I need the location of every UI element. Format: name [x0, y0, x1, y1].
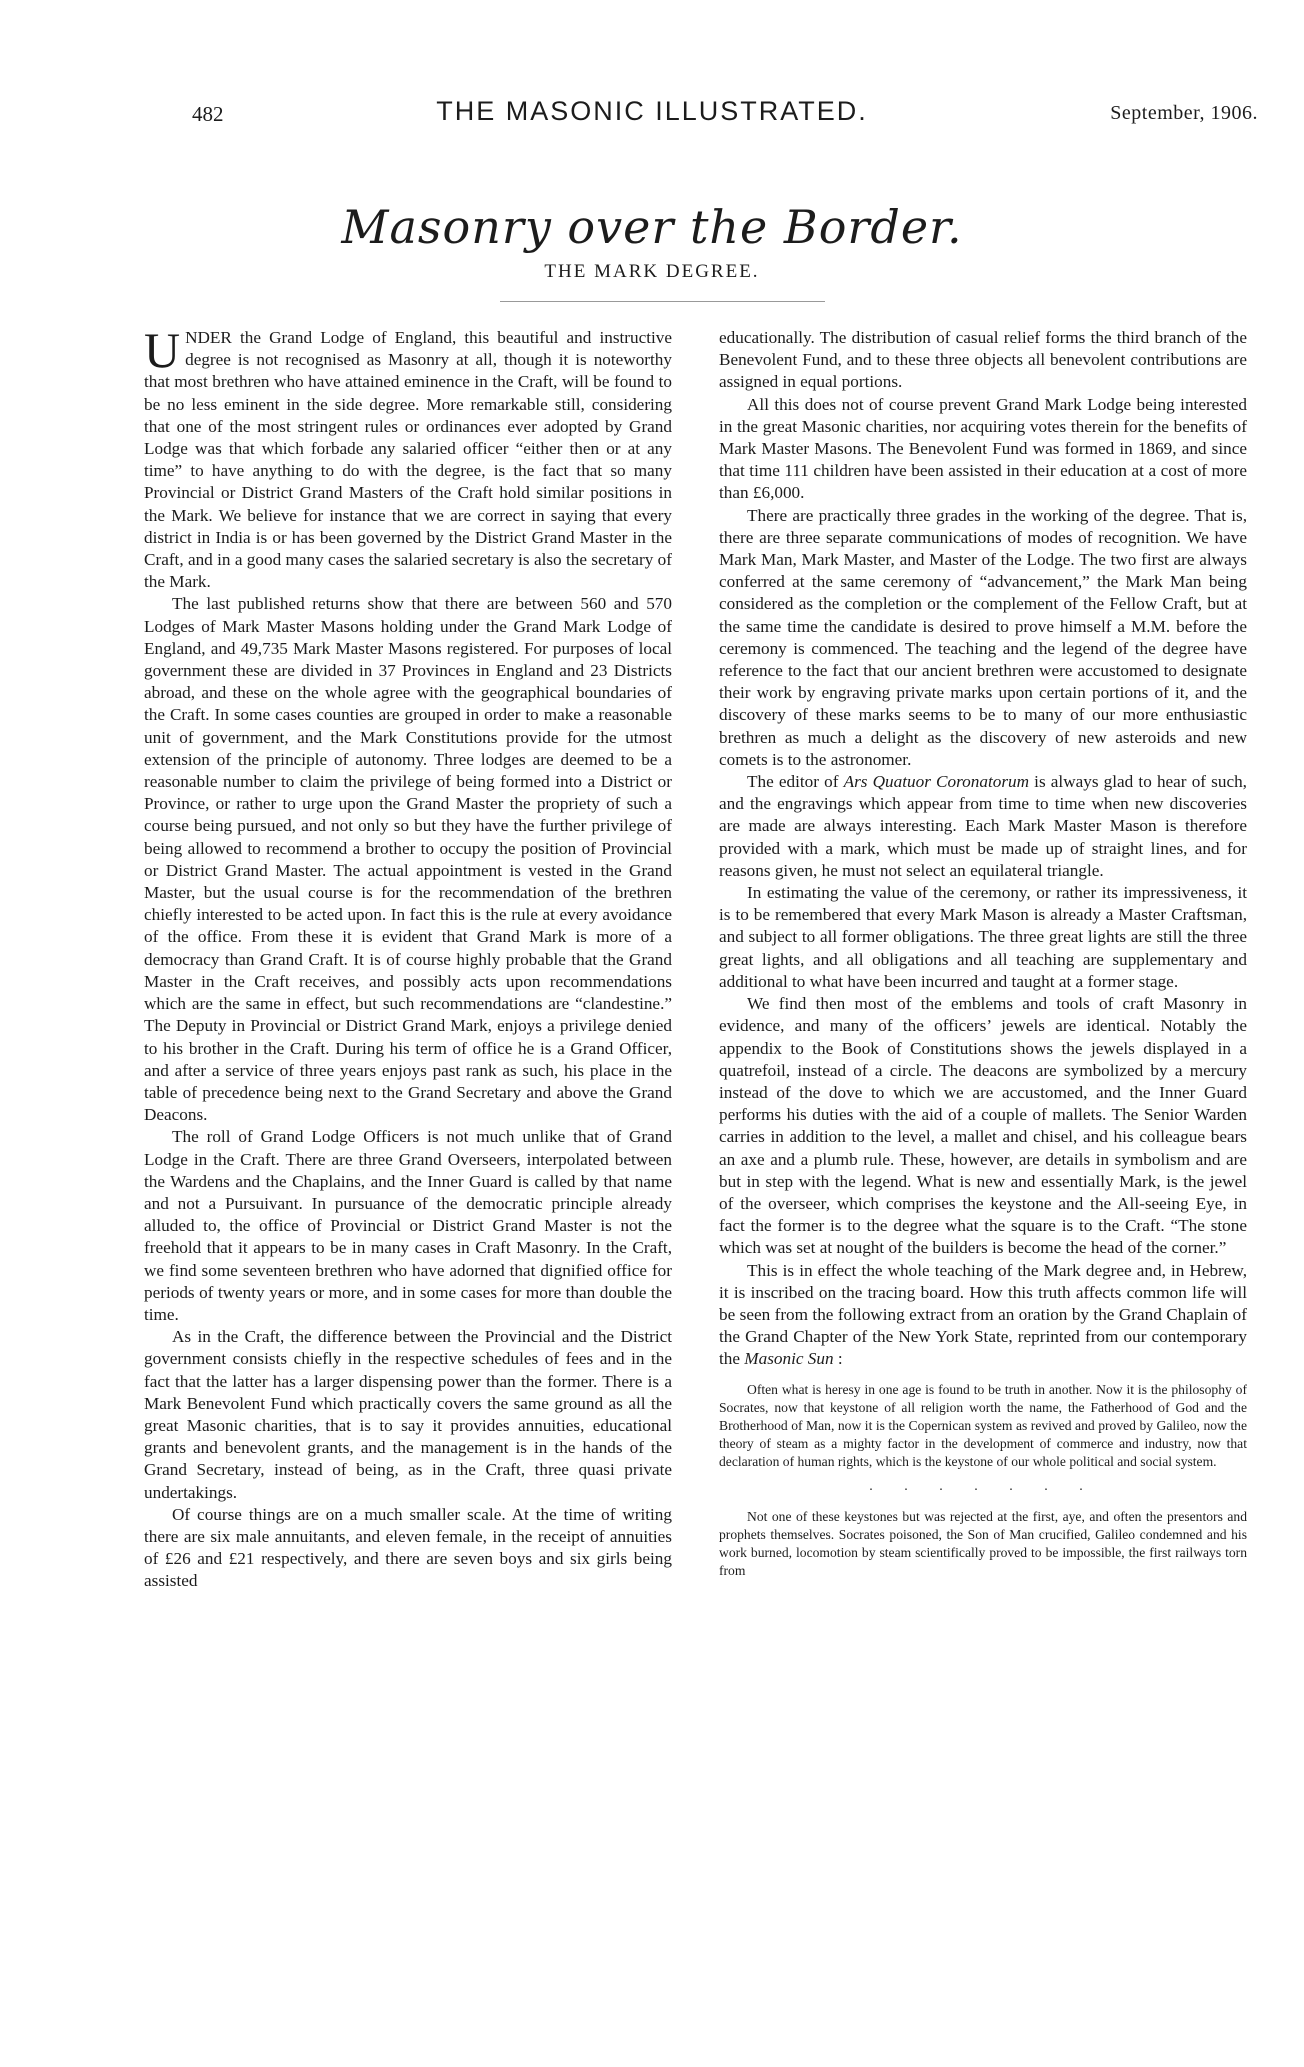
- journal-title: Masonic Sun: [744, 1349, 834, 1369]
- paragraph: There are practically three grades in the working of the degree. That is, there are three separate communications of modes of recognition. We have Mark Man, Mark Master, and Master of the Lodge. The two first are always conferred at the same ceremony of “advancement,” the Mark Man being considered as the completion or the complement of the Fellow Craft, but at the same time the candidate is desired to prove himself a M.M. before the ceremony is commenced. The teaching and the legend of the degree have reference to the fact that our ancient brethren were accustomed to designate their work by engraving private marks upon certain portions of it, and the discovery of these marks seems to be to many of our more enthusiastic brethren as much a delight as the discovery of new asteroids and new comets is to the astronomer.: [719, 505, 1247, 769]
- article-subtitle: THE MARK DEGREE.: [544, 261, 760, 282]
- paragraph: The roll of Grand Lodge Officers is not much unlike that of Grand Lodge in the Craft. There are three Grand Overseers, interpolated between the Wardens and the Chaplains, and the Inner Guard is called by that name and not a Pursuivant. In pursuance of the democratic principle already alluded to, the office of Provincial or District Grand Master is not the freehold that it appears to be in many cases in Craft Masonry. In the Craft, we find some seventeen brethren who have adorned that dignified office for periods of twenty years or more, and in some cases for more than double the time.: [144, 1127, 672, 1324]
- paragraph: We find then most of the emblems and tools of craft Masonry in evidence, and many of the officers’ jewels are identical. Notably the appendix to the Book of Constitutions shows the jewels displayed in a quatrefoil, instead of a circle. The deacons are symbolized by a mercury instead of the dove to which we are accustomed, and the Inner Guard performs his duties with the aid of a couple of mallets. The Senior Warden carries in addition to the level, a mallet and chisel, and his colleague bears an axe and a plumb rule. These, however, are details in symbolism and are but in step with the legend. What is new and essentially Mark, is the jewel of the overseer, which comprises the keystone and the All-seeing Eye, in fact the former is to the degree what the square is to the Craft. “The stone which was set at nought of the builders is become the head of the corner.”: [719, 994, 1247, 1258]
- paragraph-text: is always glad to hear of such, and the engravings which appear from time to time when new discoveries are made are always interesting. Each Mark Master Mason is therefore provided with a mark, which must be made up of straight lines, and for reasons given, he must not select an equilateral triangle.: [719, 772, 1247, 880]
- drop-cap: U: [144, 327, 181, 378]
- running-title: THE MASONIC ILLUSTRATED.: [436, 96, 868, 126]
- paragraph: All this does not of course prevent Grand Mark Lodge being interested in the great Masonic charities, nor acquiring votes therein for the benefits of Mark Master Masons. The Benevolent Fund was formed in 1869, and since that time 111 children have been assisted in their education at a cost of more than £6,000.: [719, 394, 1247, 503]
- paragraph: Of course things are on a much smaller scale. At the time of writing there are six male annuitants, and eleven female, in the receipt of annuities of £26 and £21 respectively, and there are seven boys and six girls being assisted: [144, 1504, 672, 1591]
- paragraph: As in the Craft, the difference between the Provincial and the District government consists chiefly in the respective schedules of fees and in the fact that the latter has a larger dispensing power than the former. There is a Mark Benevolent Fund which practically covers the same ground as all the great Masonic charities, that is to say it provides annuities, educational grants and benevolent grants, and the management is in the hands of the Grand Secretary, instead of being, as in the Craft, three quasi private undertakings.: [144, 1327, 672, 1502]
- paragraph: educationally. The distribution of casual relief forms the third branch of the Benevolent Fund, and to these three objects all benevolent contributions are assigned in equal portions.: [719, 328, 1247, 392]
- paragraph-text: :: [833, 1349, 843, 1369]
- article-title: Masonry over the Border.: [341, 200, 963, 254]
- title-divider: [500, 301, 825, 302]
- page-header: [0, 96, 1304, 142]
- ellipsis-separator: . . . . . . .: [869, 1478, 1097, 1494]
- left-column: [144, 327, 672, 2047]
- paragraph: [719, 771, 1247, 882]
- paragraph: [144, 327, 672, 593]
- quoted-extract: Not one of these keystones but was rejected at the first, aye, and often the presentors and prophets themselves. Socrates poisoned, the Son of Man crucified, Galileo condemned and his work burned, locomotion by steam scientifically proved to be impossible, the first railways torn from: [719, 1508, 1247, 1579]
- paragraph: The last published returns show that there are between 560 and 570 Lodges of Mark Master Masons holding under the Grand Mark Lodge of England, and 49,735 Mark Master Masons registered. For purposes of local government these are divided in 37 Provinces in England and 23 Districts abroad, and these on the whole agree with the geographical boundaries of the Craft. In some cases counties are grouped in order to make a reasonable unit of government, and the Mark Constitutions provide for the utmost extension of the principle of autonomy. Three lodges are deemed to be a reasonable number to claim the privilege of being formed into a District or Province, or rather to urge upon the Grand Master the propriety of such a course being pursued, and not only so but they have the further privilege of being allowed to recommend a brother to occupy the position of Provincial or District Grand Master. The actual appointment is vested in the Grand Master, but the usual course is for the recommendation of the brethren chiefly interested to be acted upon. In fact this is the rule at every avoidance of the office. From these it is evident that Grand Mark is more of a democracy than Grand Craft. It is of course highly probable that the Grand Master in the Craft receives, and possibly acts upon recommendations which are the same in effect, but such recommendations are “clandestine.” The Deputy in Provincial or District Grand Mark, enjoys a privilege denied to his brother in the Craft. During his term of office he is a Grand Officer, and after a service of three years enjoys past rank as such, his place in the table of precedence being next to the Grand Secretary and above the Grand Deacons.: [144, 594, 672, 1125]
- issue-date: September, 1906.: [1110, 102, 1258, 124]
- page-number: 482: [192, 102, 224, 126]
- paragraph: [719, 1260, 1247, 1371]
- paragraph-text: This is in effect the whole teaching of the Mark degree and, in Hebrew, it is inscribed on the tracing board. How this truth affects common life will be seen from the following extract from an oration by the Grand Chaplain of the Grand Chapter of the New York State, reprinted from our contemporary the: [719, 1260, 1247, 1369]
- right-column: [719, 327, 1247, 2047]
- paragraph-text: The editor of: [747, 772, 844, 792]
- quoted-extract: Often what is heresy in one age is found to be truth in another. Now it is the philosophy of Socrates, now that keystone of all religion worth the name, the Fatherhood of God and the Brotherhood of Man, now it is the Copernican system as revived and proved by Galileo, now the theory of steam as a mighty factor in the development of commerce and industry, now that declaration of human rights, which is the keystone of our whole political and social system.: [719, 1381, 1247, 1470]
- journal-title: Ars Quatuor Coronatorum: [843, 772, 1030, 792]
- paragraph: In estimating the value of the ceremony, or rather its impressiveness, it is to be remembered that every Mark Mason is already a Master Craftsman, and subject to all former obligations. The three great lights are still the three great lights, and all obligations and all teaching are supplementary and additional to what have been incurred and taught at a former stage.: [719, 883, 1247, 991]
- paragraph-text: NDER the Grand Lodge of England, this beautiful and instructive degree is not recognised as Masonry at all, though it is noteworthy that most brethren who have attained eminence in the Craft, will be found to be no less eminent in the side degree. More remarkable still, considering that one of the most stringent rules or ordinances ever adopted by Grand Lodge was that which forbade any salaried officer “either then or at any time” to have anything to do with the degree, is the fact that so many Provincial or District Grand Masters of the Craft hold similar positions in the Mark. We believe for instance that we are correct in saying that every district in India is or has been governed by the District Grand Master in the Craft, and in a good many cases the salaried secretary is also the secretary of the Mark.: [144, 328, 672, 592]
